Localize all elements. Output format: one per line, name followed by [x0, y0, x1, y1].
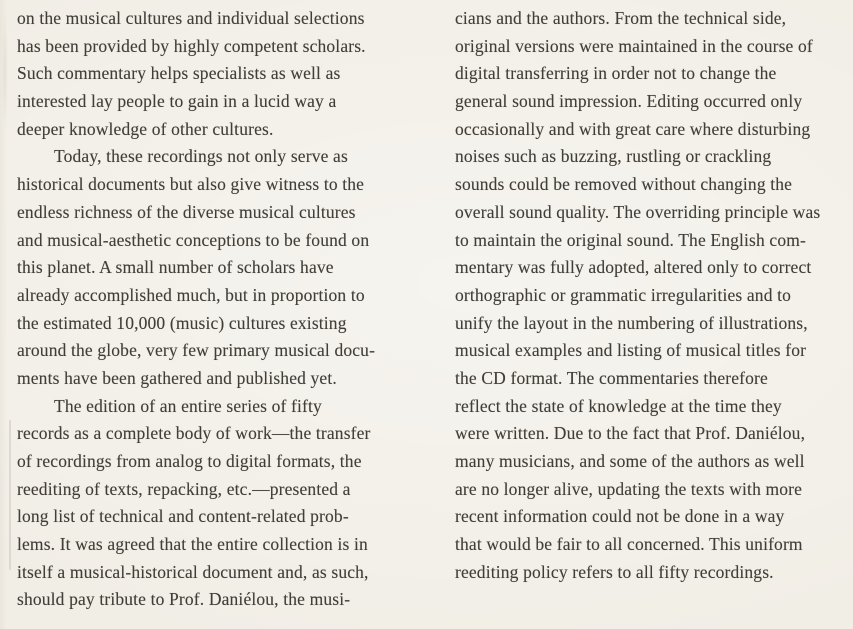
text-line: and musical-aesthetic conceptions to be found on: [17, 229, 370, 250]
text-line: itself a musical-historical document and, as such,: [17, 561, 369, 582]
text-line: has been provided by highly competent scholars.: [17, 35, 366, 56]
text-column-left: [17, 5, 409, 614]
text-line: general sound impression. Editing occurred only: [455, 91, 803, 112]
text-column-right: [455, 5, 847, 586]
text-line: around the globe, very few primary musical docu-: [17, 340, 376, 361]
text-line: this planet. A small number of scholars have: [17, 257, 334, 278]
text-line: occasionally and with great care where disturbing: [455, 118, 811, 139]
text-line: are no longer alive, updating the texts with more: [455, 478, 803, 499]
text-line: unify the layout in the numbering of illustrations,: [455, 312, 808, 333]
text-line: reediting policy refers to all fifty recordings.: [455, 561, 774, 582]
text-line: already accomplished much, but in proportion to: [17, 284, 365, 305]
text-line: historical documents but also give witness to the: [17, 174, 365, 195]
text-line: musical examples and listing of musical titles for: [455, 340, 807, 361]
text-line: lems. It was agreed that the entire collection is in: [17, 534, 368, 555]
text-line: of recordings from analog to digital formats, the: [17, 451, 362, 471]
text-line: records as a complete body of work—the transfer: [17, 423, 371, 444]
text-line: ments have been gathered and published yet.: [17, 367, 337, 388]
text-line: Today, these recordings not only serve as: [54, 146, 348, 167]
text-line: many musicians, and some of the authors as well: [455, 451, 805, 471]
text-line: digital transferring in order not to change the: [455, 63, 777, 84]
text-line: endless richness of the diverse musical cultures: [17, 201, 356, 222]
text-line: to maintain the original sound. The English com-: [455, 229, 806, 250]
text-line: The edition of an entire series of fifty: [54, 395, 322, 416]
text-line: that would be fair to all concerned. This uniform: [455, 534, 803, 555]
text-line: deeper knowledge of other cultures.: [17, 118, 274, 139]
text-line: original versions were maintained in the course of: [455, 35, 813, 56]
text-line: reediting of texts, repacking, etc.—presented a: [17, 478, 351, 499]
text-line: sounds could be removed without changing the: [455, 174, 793, 195]
text-line: noises such as buzzing, rustling or crackling: [455, 146, 772, 167]
text-line: Such commentary helps specialists as well as: [17, 63, 341, 84]
text-line: recent information could not be done in a way: [455, 506, 785, 527]
text-line: reflect the state of knowledge at the time they: [455, 395, 782, 416]
text-line: interested lay people to gain in a lucid way a: [17, 91, 337, 112]
text-line: the estimated 10,000 (music) cultures existing: [17, 312, 347, 333]
text-line: long list of technical and content-related prob-: [17, 506, 349, 527]
text-line: should pay tribute to Prof. Daniélou, the musi-: [17, 589, 351, 610]
text-line: were written. Due to the fact that Prof. Daniélou,: [455, 423, 806, 444]
text-line: orthographic or grammatic irregularities and to: [455, 284, 792, 305]
text-line: overall sound quality. The overriding principle was: [455, 201, 821, 222]
text-line: on the musical cultures and individual selections: [17, 8, 365, 28]
text-line: the CD format. The commentaries therefore: [455, 367, 768, 388]
text-line: mentary was fully adopted, altered only to correct: [455, 257, 812, 278]
text-line: cians and the authors. From the technical side,: [455, 8, 787, 28]
